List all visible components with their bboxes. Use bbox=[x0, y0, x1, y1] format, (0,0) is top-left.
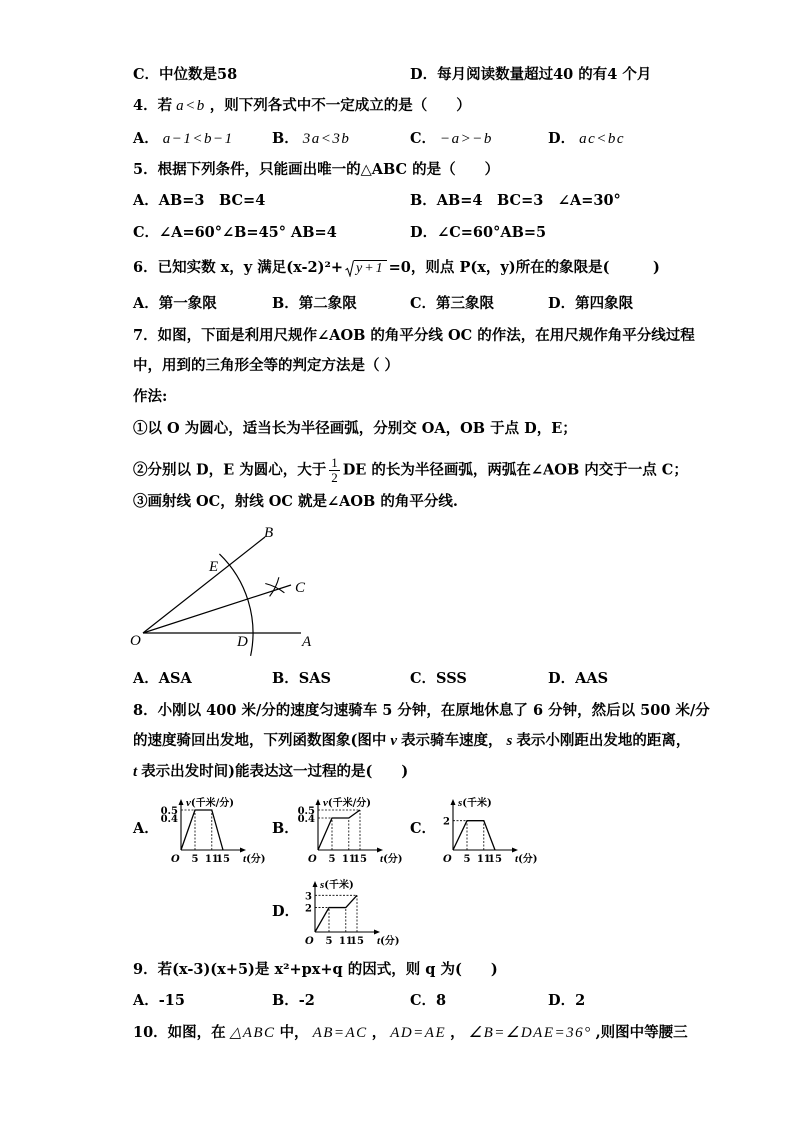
x-axis-variable: t bbox=[515, 853, 519, 865]
q10-text: 中， bbox=[279, 1024, 309, 1041]
y-axis-unit: (千米/分) bbox=[327, 798, 372, 809]
square-root bbox=[345, 260, 387, 277]
radicand: y+1 bbox=[355, 260, 385, 276]
x-axis-unit: (分) bbox=[383, 854, 403, 865]
y-axis-variable: s bbox=[320, 879, 325, 891]
q10-math-triangle: △ABC bbox=[229, 1025, 276, 1041]
x-tick-label: 11 bbox=[476, 854, 491, 865]
q8-option-d-label: D． bbox=[272, 903, 300, 920]
q5-option-c: C．∠A=60°∠B=45° AB=4 bbox=[133, 224, 337, 241]
y-axis-arrow-icon bbox=[316, 799, 321, 805]
x-axis-arrow-icon bbox=[377, 848, 383, 853]
ray-ob bbox=[143, 537, 265, 633]
q8-stem-line3 bbox=[133, 762, 408, 782]
x-axis-variable: t bbox=[380, 853, 384, 865]
q10-math-angles: ∠B=∠DAE=36° bbox=[468, 1025, 592, 1041]
q8-option-b-label: B． bbox=[272, 820, 299, 837]
x-axis-label bbox=[515, 852, 538, 865]
q6-option-b: B．第二象限 bbox=[272, 295, 357, 312]
q7-stem-line1: 7．如图，下面是利用尺规作∠AOB 的角平分线 OC 的作法，在用尺规作角平分线过程 bbox=[133, 327, 695, 344]
x-axis-arrow-icon bbox=[512, 848, 518, 853]
y-axis-label bbox=[323, 796, 371, 809]
y-axis-unit: (千米) bbox=[462, 798, 492, 809]
q9-stem: 9．若(x-3)(x+5)是 x²+px+q 的因式，则 q 为( ) bbox=[133, 961, 498, 978]
x-tick-label: 11 bbox=[341, 854, 356, 865]
x-tick-label: 15 bbox=[216, 854, 230, 865]
q8-graph-d bbox=[290, 878, 405, 948]
q7-step3: ③画射线 OC，射线 OC 就是∠AOB 的角平分线. bbox=[133, 493, 458, 510]
q7-stem-line2: 中，用到的三角形全等的判定方法是（ ） bbox=[133, 357, 400, 374]
origin-label: O bbox=[305, 936, 314, 947]
graph-curve bbox=[181, 810, 223, 850]
q10-stem-pre: 10．如图，在 bbox=[133, 1024, 226, 1041]
option-label: A． bbox=[133, 130, 159, 147]
q10-math-ab-ac: AB=AC bbox=[312, 1025, 368, 1041]
q9-option-a: A．-15 bbox=[133, 992, 185, 1009]
fraction-denominator: 2 bbox=[331, 470, 338, 485]
q8-stem-line1: 8．小刚以 400 米/分的速度匀速骑车 5 分钟，在原地休息了 6 分钟，然后以 500 米/分 bbox=[133, 702, 710, 719]
point-label-e: E bbox=[209, 559, 219, 575]
variable-v: v bbox=[390, 733, 398, 749]
q6-stem-post: =0，则点 P(x，y)所在的象限是( ) bbox=[388, 259, 660, 276]
y-axis-label bbox=[457, 796, 492, 809]
x-axis-arrow-icon bbox=[240, 848, 246, 853]
origin-label: O bbox=[443, 854, 452, 865]
y-axis-variable: s bbox=[458, 797, 463, 809]
option-math: a−1<b−1 bbox=[162, 131, 234, 147]
q6-option-d: D．第四象限 bbox=[548, 295, 634, 312]
q9-option-d: D．2 bbox=[548, 992, 586, 1009]
x-axis-unit: (分) bbox=[380, 936, 400, 947]
y-axis-arrow-icon bbox=[179, 799, 184, 805]
q3-option-c: C．中位数是58 bbox=[133, 66, 238, 83]
q4-stem-math: a<b bbox=[176, 98, 206, 114]
point-label-d: D bbox=[237, 634, 248, 650]
q7-step1: ①以 O 为圆心，适当长为半径画弧，分别交 OA，OB 于点 D，E； bbox=[133, 420, 577, 437]
y-tick-label: 3 bbox=[305, 891, 312, 903]
point-label-c: C bbox=[295, 580, 306, 596]
q7-step2-pre: ②分别以 D，E 为圆心，大于 bbox=[133, 461, 327, 479]
y-tick-label: 0.5 bbox=[297, 806, 315, 817]
q7-step2 bbox=[133, 455, 688, 485]
q9-option-c: C．8 bbox=[410, 992, 447, 1009]
q4-option-c bbox=[410, 129, 497, 149]
variable-s: s bbox=[506, 733, 513, 749]
x-axis-variable: t bbox=[377, 935, 381, 947]
y-axis-variable: v bbox=[186, 797, 191, 809]
x-tick-label: 5 bbox=[328, 854, 336, 865]
q4-stem-pre: 4．若 bbox=[133, 97, 173, 114]
graph-curve bbox=[318, 810, 360, 850]
x-axis-label bbox=[243, 852, 266, 865]
graph-curve bbox=[453, 821, 495, 850]
q4-stem bbox=[133, 96, 471, 116]
x-axis-label bbox=[377, 934, 400, 947]
y-axis-arrow-icon bbox=[451, 799, 456, 805]
x-tick-label: 15 bbox=[350, 936, 364, 947]
option-label: C． bbox=[410, 130, 437, 147]
angle-bisector-figure bbox=[125, 520, 325, 658]
y-tick-label: 0.4 bbox=[160, 814, 178, 825]
q8-option-c-label: C． bbox=[410, 820, 437, 837]
q7-option-c: C．SSS bbox=[410, 670, 467, 687]
fraction-one-half bbox=[329, 456, 340, 485]
graph-curve bbox=[315, 895, 357, 932]
option-label: D． bbox=[548, 130, 576, 147]
x-axis-unit: (分) bbox=[246, 854, 266, 865]
y-axis-label bbox=[319, 878, 354, 891]
q10-text: ,则图中等腰三 bbox=[595, 1024, 688, 1041]
q6-option-a: A．第一象限 bbox=[133, 295, 217, 312]
x-tick-label: 11 bbox=[338, 936, 353, 947]
x-tick-label: 15 bbox=[488, 854, 502, 865]
q7-option-a: A．ASA bbox=[133, 670, 192, 687]
q4-stem-post: ，则下列各式中不一定成立的是（ ） bbox=[209, 97, 471, 114]
x-axis-label bbox=[380, 852, 403, 865]
x-axis-arrow-icon bbox=[374, 930, 380, 935]
x-tick-label: 5 bbox=[463, 854, 471, 865]
q4-option-b bbox=[272, 129, 354, 149]
q10-math-ad-ae: AD=AE bbox=[390, 1025, 447, 1041]
q7-step2-post: DE 的长为半径画弧，两弧在∠AOB 内交于一点 C； bbox=[342, 461, 688, 479]
y-axis-unit: (千米/分) bbox=[190, 798, 235, 809]
x-tick-label: 15 bbox=[353, 854, 367, 865]
q5-stem: 5．根据下列条件，只能画出唯一的△ABC 的是（ ） bbox=[133, 161, 500, 178]
y-tick-label: 0.4 bbox=[297, 814, 315, 825]
q8-graph-a bbox=[156, 796, 271, 866]
q6-stem bbox=[133, 258, 660, 278]
y-tick-label: 0.5 bbox=[160, 806, 178, 817]
q4-option-a bbox=[133, 129, 238, 149]
q8-graph-b bbox=[293, 796, 408, 866]
option-math: 3a<3b bbox=[302, 131, 351, 147]
y-axis-label bbox=[186, 796, 234, 809]
q8-option-a-label: A． bbox=[133, 820, 159, 837]
option-label: B． bbox=[272, 130, 299, 147]
x-axis-unit: (分) bbox=[518, 854, 538, 865]
x-tick-label: 5 bbox=[191, 854, 199, 865]
q8-graph-c bbox=[428, 796, 543, 866]
q8-line3-post: 表示出发时间)能表达这一过程的是( ) bbox=[141, 763, 409, 780]
q7-method-title: 作法: bbox=[133, 388, 168, 405]
origin-label: O bbox=[308, 854, 317, 865]
q5-option-d: D．∠C=60°AB=5 bbox=[410, 224, 547, 241]
q10-text: ， bbox=[450, 1024, 465, 1041]
y-tick-label: 2 bbox=[305, 903, 312, 915]
y-tick-label: 2 bbox=[443, 816, 450, 828]
q7-option-b: B．SAS bbox=[272, 670, 331, 687]
q8-line2-pre: 的速度骑回出发地，下列函数图象(图中 bbox=[133, 732, 387, 749]
x-tick-label: 5 bbox=[325, 936, 333, 947]
q4-option-d bbox=[548, 129, 629, 149]
q5-option-a: A．AB=3 BC=4 bbox=[133, 192, 266, 209]
variable-t: t bbox=[133, 764, 138, 780]
q6-stem-pre: 6．已知实数 x，y 满足(x-2)²+ bbox=[133, 259, 343, 276]
q9-option-b: B．-2 bbox=[272, 992, 315, 1009]
y-axis-unit: (千米) bbox=[324, 880, 354, 891]
fraction-numerator: 1 bbox=[331, 455, 338, 470]
point-label-a: A bbox=[302, 634, 312, 650]
origin-label: O bbox=[171, 854, 180, 865]
ray-oc bbox=[143, 585, 291, 633]
x-axis-variable: t bbox=[243, 853, 247, 865]
point-label-o: O bbox=[130, 633, 141, 649]
point-label-b: B bbox=[264, 525, 274, 541]
radical-sign-icon bbox=[345, 260, 354, 277]
q5-option-b: B．AB=4 BC=3 ∠A=30° bbox=[410, 192, 621, 209]
q8-line2-mid: 表示骑车速度， bbox=[401, 732, 503, 749]
y-axis-variable: v bbox=[323, 797, 328, 809]
q8-line2-post: 表示小刚距出发地的距离， bbox=[516, 732, 691, 749]
option-math: −a>−b bbox=[440, 131, 493, 147]
y-axis-arrow-icon bbox=[313, 881, 318, 887]
x-tick-label: 11 bbox=[204, 854, 219, 865]
q3-option-d: D．每月阅读数量超过40 的有4 个月 bbox=[410, 66, 652, 83]
q10-text: ， bbox=[371, 1024, 387, 1041]
q10-stem bbox=[133, 1023, 688, 1043]
option-math: ac<bc bbox=[579, 131, 626, 147]
q7-option-d: D．AAS bbox=[548, 670, 609, 687]
q8-stem-line2 bbox=[133, 731, 690, 751]
q6-option-c: C．第三象限 bbox=[410, 295, 495, 312]
